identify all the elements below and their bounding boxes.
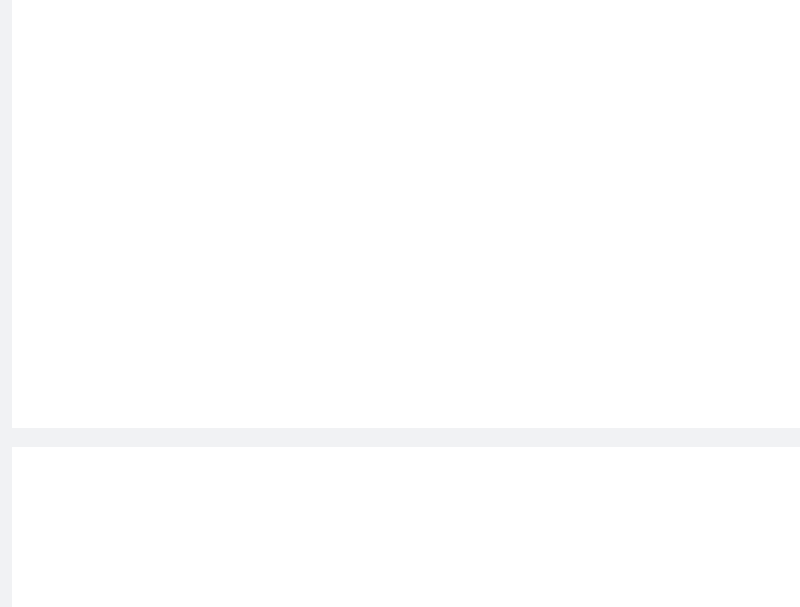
calendar-page-2 bbox=[12, 447, 800, 607]
calendar-page-1 bbox=[12, 0, 800, 428]
